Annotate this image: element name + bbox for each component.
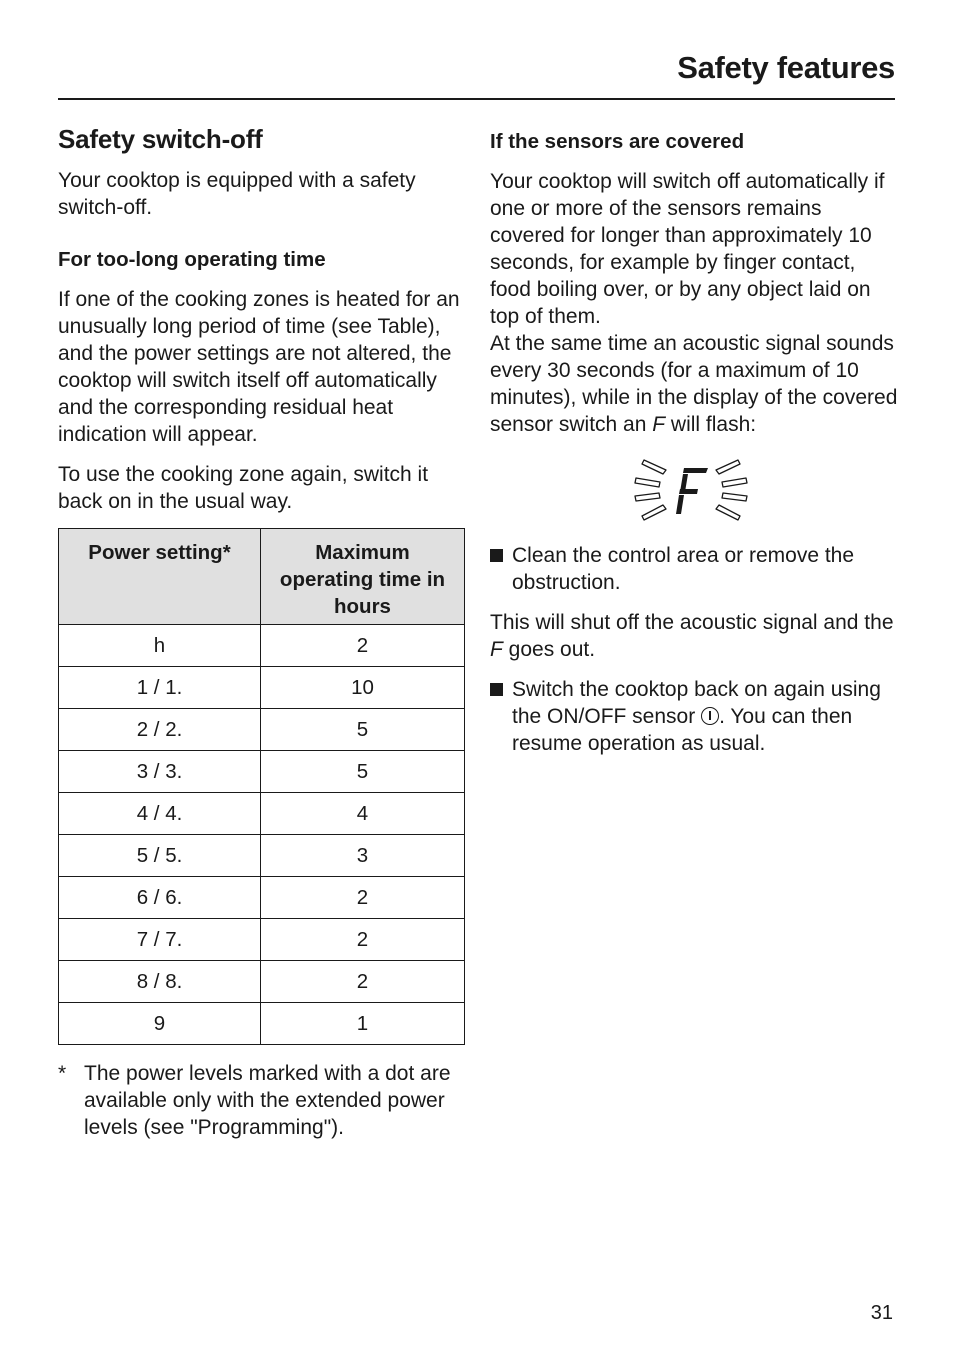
footnote-marker: * <box>58 1062 67 1085</box>
table-row <box>59 709 465 751</box>
paragraph-signal-off <box>490 609 900 663</box>
header-power-setting: Power setting* <box>59 529 261 625</box>
table-row <box>59 625 465 667</box>
bullet-square-icon <box>490 683 503 696</box>
table-cell-hours: 2 <box>261 961 465 1003</box>
bullet-text-end: . You can then resume operation as usual. <box>512 705 853 755</box>
table-cell-power: h <box>59 625 261 667</box>
page-number: 31 <box>870 1302 893 1324</box>
paragraph-switch-back-on: To use the cooking zone again, switch it back on in the usual way. <box>58 463 429 513</box>
f-symbol: F <box>652 413 666 436</box>
table-cell-power: 3 / 3. <box>59 751 261 793</box>
table-cell-hours: 2 <box>261 625 465 667</box>
table-cell-power: 6 / 6. <box>59 877 261 919</box>
table-cell-power: 7 / 7. <box>59 919 261 961</box>
table-cell-hours: 5 <box>261 751 465 793</box>
left-column <box>58 124 466 1141</box>
page-header-title: Safety features <box>677 50 895 85</box>
table-row <box>59 877 465 919</box>
f-symbol: F <box>490 638 503 661</box>
table-cell-hours: 3 <box>261 835 465 877</box>
paragraph-sensors-covered: Your cooktop will switch off automatically if one or more of the sensors remains covered for longer than approximately 10 seconds, for example by finger contact, food boiling over, or by any object laid on top of them. <box>490 170 885 328</box>
table-row <box>59 919 465 961</box>
section-heading: Safety switch-off <box>58 124 263 154</box>
bullet-text-wrap <box>512 676 900 757</box>
subheading-long-operation: For too-long operating time <box>58 248 326 271</box>
paragraph-acoustic-signal <box>490 330 900 438</box>
subheading-sensors-covered: If the sensors are covered <box>490 130 745 153</box>
table-row <box>59 751 465 793</box>
bullet-text: Switch the cooktop back on again using the ON/OFF sensor <box>512 678 881 728</box>
will-flash-text: will flash: <box>670 413 757 436</box>
goes-out-text: goes out. <box>508 638 596 661</box>
table-header-row <box>59 529 465 625</box>
intro-paragraph: Your cooktop is equipped with a safety switch-off. <box>58 169 416 219</box>
table-cell-hours: 5 <box>261 709 465 751</box>
paragraph-long-operation: If one of the cooking zones is heated for an unusually long period of time (see Table), and the power settings are not altered, the cooktop will switch itself off automatically and the corresponding residual heat indication will appear. <box>58 288 460 446</box>
table-row <box>59 835 465 877</box>
table-row <box>59 793 465 835</box>
acoustic-signal-text: At the same time an acoustic signal sounds every 30 seconds (for a maximum of 10 minutes), while in the display of the covered sensor switch an <box>490 332 898 436</box>
table-row <box>59 667 465 709</box>
table-cell-power: 5 / 5. <box>59 835 261 877</box>
table-row <box>59 961 465 1003</box>
header-max-time: Maximum operating time in hours <box>261 529 465 625</box>
table-row <box>59 1003 465 1045</box>
flashing-f-display-icon <box>632 456 750 526</box>
table-cell-hours: 1 <box>261 1003 465 1045</box>
bullet-switch-on <box>490 676 900 757</box>
bullet-square-icon <box>490 549 503 562</box>
table-cell-power: 1 / 1. <box>59 667 261 709</box>
table-cell-power: 4 / 4. <box>59 793 261 835</box>
table-footnote <box>58 1060 466 1141</box>
right-column <box>490 124 900 770</box>
signal-off-text: This will shut off the acoustic signal and the <box>490 611 894 634</box>
table-cell-hours: 2 <box>261 877 465 919</box>
header-rule <box>58 98 895 100</box>
table-cell-power: 2 / 2. <box>59 709 261 751</box>
on-off-icon <box>701 707 719 725</box>
bullet-clean-control <box>490 542 900 596</box>
table-cell-hours: 2 <box>261 919 465 961</box>
table-cell-hours: 4 <box>261 793 465 835</box>
bullet-text: Clean the control area or remove the obstruction. <box>512 544 855 594</box>
table-cell-hours: 10 <box>261 667 465 709</box>
table-cell-power: 8 / 8. <box>59 961 261 1003</box>
table-cell-power: 9 <box>59 1003 261 1045</box>
footnote-text: The power levels marked with a dot are available only with the extended power levels (see "Programming"). <box>84 1062 451 1139</box>
operating-time-table <box>58 528 465 1045</box>
